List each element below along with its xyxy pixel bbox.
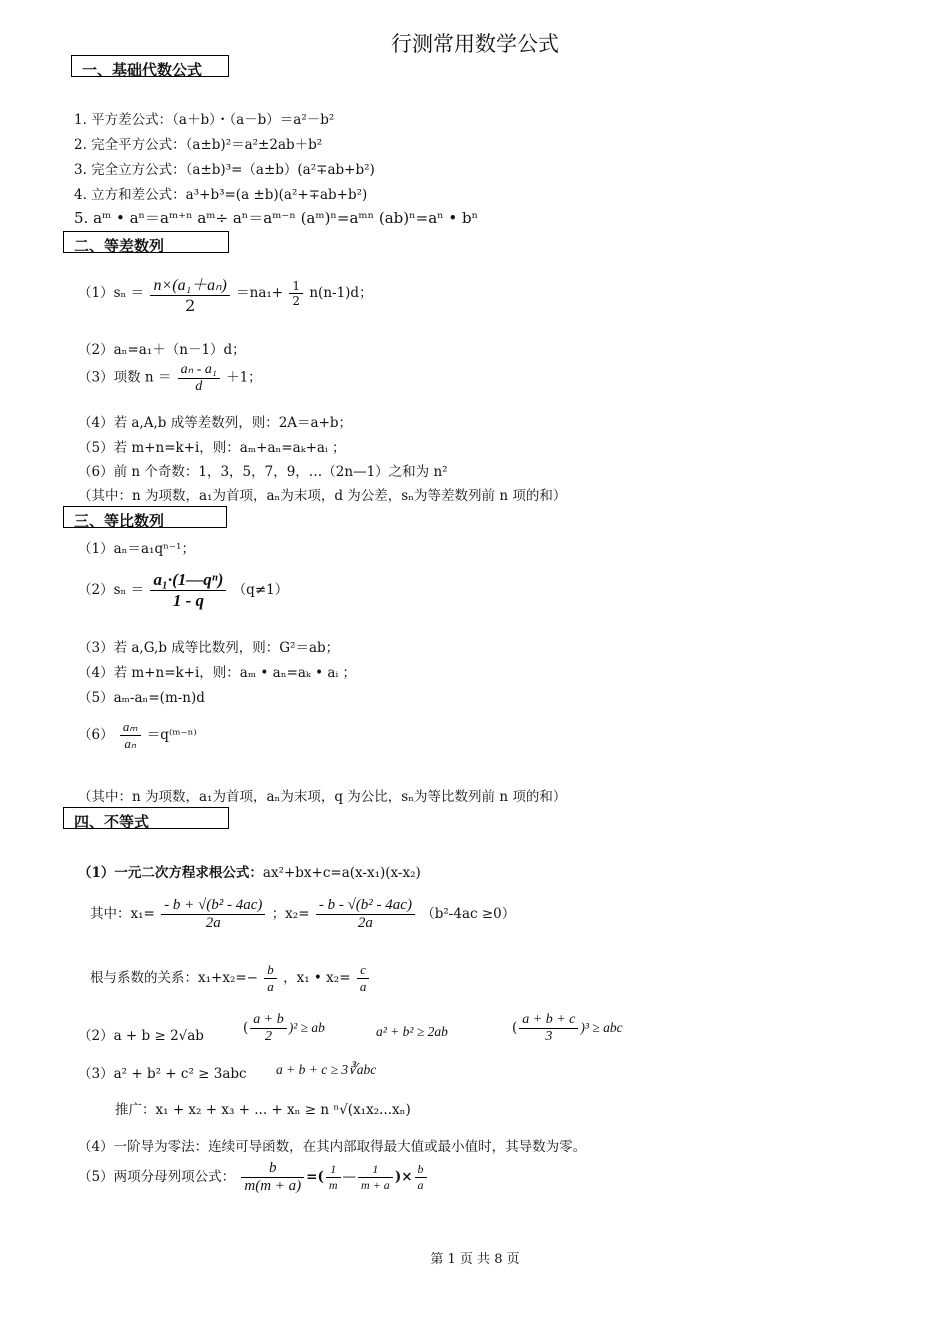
text: 根与系数的关系：x₁+x₂=− <box>90 970 258 986</box>
formula-line: （5）若 m+n=k+i，则：aₘ+aₙ=aₖ+aᵢ ； <box>78 440 346 456</box>
text: )³ ≥ abc <box>580 1020 623 1035</box>
fraction <box>120 719 141 752</box>
formula-quadratic <box>78 861 421 881</box>
numerator: 1 <box>326 1162 341 1178</box>
text: 其中：x₁= <box>90 906 155 922</box>
text: ( <box>512 1020 518 1036</box>
fraction <box>316 897 415 932</box>
fraction <box>241 1160 304 1195</box>
numerator: a + b <box>250 1012 286 1029</box>
formula-generalization: 推广：x₁ + x₂ + x₃ + ... + xₙ ≥ n ⁿ√(x₁x₂...xₙ) <box>115 1102 411 1118</box>
text: （5）两项分母列项公式： <box>78 1169 236 1185</box>
numerator: 1 <box>289 279 303 294</box>
numerator: 1 <box>358 1162 393 1178</box>
formula-partial-fraction <box>78 1160 429 1195</box>
formula-line: （5）aₘ-aₙ=(m-n)d <box>78 690 205 706</box>
text: )× <box>394 1169 413 1185</box>
numerator: aₙ - a₁ <box>178 361 220 379</box>
formula-line: a² + b² ≥ 2ab <box>376 1024 448 1039</box>
numerator: b <box>415 1162 427 1178</box>
label: （1）一元二次方程求根公式： <box>78 865 263 881</box>
formula-roots <box>90 897 515 932</box>
numerator: - b + √(b² - 4ac) <box>161 897 265 915</box>
numerator: - b - √(b² - 4ac) <box>316 897 415 915</box>
fraction <box>519 1012 578 1045</box>
text: ＝q⁽ᵐ⁻ⁿ⁾ <box>146 727 197 743</box>
formula-am-gm-3 <box>512 1012 623 1045</box>
text: =( <box>306 1169 324 1185</box>
note: （其中：n 为项数，a₁为首项，aₙ为末项，d 为公差，sₙ为等差数列前 n 项的和） <box>78 488 567 504</box>
fraction <box>250 1012 286 1045</box>
denominator: 2 <box>265 1029 272 1044</box>
formula-line: （4）若 a,A,b 成等差数列，则：2A＝a+b； <box>78 415 353 431</box>
page-footer: 第 1 页 共 8 页 <box>430 1252 520 1267</box>
fraction <box>178 361 220 395</box>
numerator: n×(a₁＋aₙ) <box>150 272 229 296</box>
numerator: b <box>241 1160 304 1178</box>
text: （6） <box>78 727 114 743</box>
text: ＝na₁+ <box>236 285 284 301</box>
fraction <box>326 1162 341 1193</box>
fraction <box>415 1162 427 1193</box>
formula-line: 5. aᵐ • aⁿ＝aᵐ⁺ⁿ aᵐ÷ aⁿ＝aᵐ⁻ⁿ (aᵐ)ⁿ=aᵐⁿ (ab)ⁿ=aⁿ • bⁿ <box>74 209 479 227</box>
formula-line: （2）a + b ≥ 2√ab <box>78 1028 204 1044</box>
denominator: 2a <box>205 915 221 931</box>
formula-line: （3）若 a,G,b 成等比数列，则：G²＝ab； <box>78 640 340 656</box>
formula-am-gm-2 <box>243 1012 325 1045</box>
text: ，x₁ • x₂= <box>283 970 351 986</box>
text: （b²-4ac ≥0） <box>421 906 516 922</box>
fraction <box>264 962 277 995</box>
denominator: m(m + a) <box>244 1178 302 1194</box>
denominator: 2a <box>357 915 373 931</box>
text: （1）sₙ ＝ <box>78 285 145 301</box>
fraction <box>150 272 229 315</box>
fraction <box>358 1162 393 1193</box>
denominator: m + a <box>361 1178 390 1192</box>
formula-line: （3）a² + b² + c² ≥ 3abc <box>78 1066 247 1082</box>
formula-ratio <box>78 719 197 752</box>
text: )² ≥ ab <box>288 1020 325 1035</box>
numerator: aₘ <box>120 719 141 736</box>
denominator: a <box>267 979 274 994</box>
formula-sum-arithmetic <box>78 272 373 315</box>
text: ( <box>243 1020 249 1036</box>
denominator: a <box>359 979 367 994</box>
fraction <box>150 570 226 611</box>
denominator: a <box>417 1178 424 1192</box>
formula-line: a + b + c ≥ 3∛abc <box>276 1062 377 1077</box>
denominator: aₙ <box>124 736 137 751</box>
fraction <box>161 897 265 932</box>
numerator: a₁·(1—qⁿ) <box>150 570 226 591</box>
text: ax²+bx+c=a(x-x₁)(x-x₂) <box>262 865 421 881</box>
text: （q≠1） <box>232 582 289 598</box>
formula-term-count <box>78 361 262 395</box>
note: （其中：n 为项数，a₁为首项，aₙ为末项，q 为公比，sₙ为等比数列前 n 项的和） <box>78 789 567 805</box>
formula-vieta <box>90 962 371 995</box>
page-title: 行测常用数学公式 <box>391 32 559 56</box>
fraction <box>357 962 370 995</box>
formula-line: （4）若 m+n=k+i，则：aₘ • aₙ=aₖ • aᵢ ； <box>78 665 356 681</box>
denominator: 3 <box>545 1029 553 1044</box>
denominator: 1 - q <box>172 591 204 610</box>
text: ＋1； <box>226 369 262 386</box>
text: n(n-1)d； <box>309 285 373 301</box>
formula-line: 2. 完全平方公式：（a±b)²＝a²±2ab＋b² <box>74 137 323 153</box>
formula-line: （2）aₙ=a₁＋（n－1）d； <box>78 342 246 358</box>
formula-line: （4）一阶导为零法：连续可导函数，在其内部取得最大值或最小值时，其导数为零。 <box>78 1139 587 1155</box>
numerator: b <box>264 962 277 979</box>
formula-sum-geometric <box>78 570 288 611</box>
section-header-algebra: 一、基础代数公式 <box>71 55 229 77</box>
section-header-inequality: 四、不等式 <box>63 807 229 829</box>
section-header-geometric: 三、等比数列 <box>63 506 227 528</box>
formula-line: （1）aₙ＝a₁qⁿ⁻¹； <box>78 541 195 557</box>
denominator: m <box>328 1178 338 1192</box>
fraction <box>289 279 303 308</box>
text: — <box>342 1169 357 1185</box>
formula-line: 1. 平方差公式：（a＋b）・（a－b）＝a²－b² <box>74 112 335 128</box>
formula-line: 4. 立方和差公式：a³+b³=(a ±b)(a²+∓ab+b²) <box>74 187 368 203</box>
denominator: d <box>195 379 203 394</box>
section-header-arithmetic: 二、等差数列 <box>63 231 229 253</box>
text: ；x₂= <box>271 906 310 922</box>
denominator: 2 <box>185 296 196 315</box>
text: （3）项数 n ＝ <box>78 369 172 386</box>
numerator: a + b + c <box>519 1012 578 1029</box>
denominator: 2 <box>292 294 301 308</box>
numerator: c <box>357 962 370 979</box>
formula-line: （6）前 n 个奇数：1，3，5，7，9，…（2n—1）之和为 n² <box>78 464 448 480</box>
formula-line: 3. 完全立方公式：（a±b)³=（a±b）(a²∓ab+b²) <box>74 162 375 178</box>
text: （2）sₙ ＝ <box>78 582 145 598</box>
